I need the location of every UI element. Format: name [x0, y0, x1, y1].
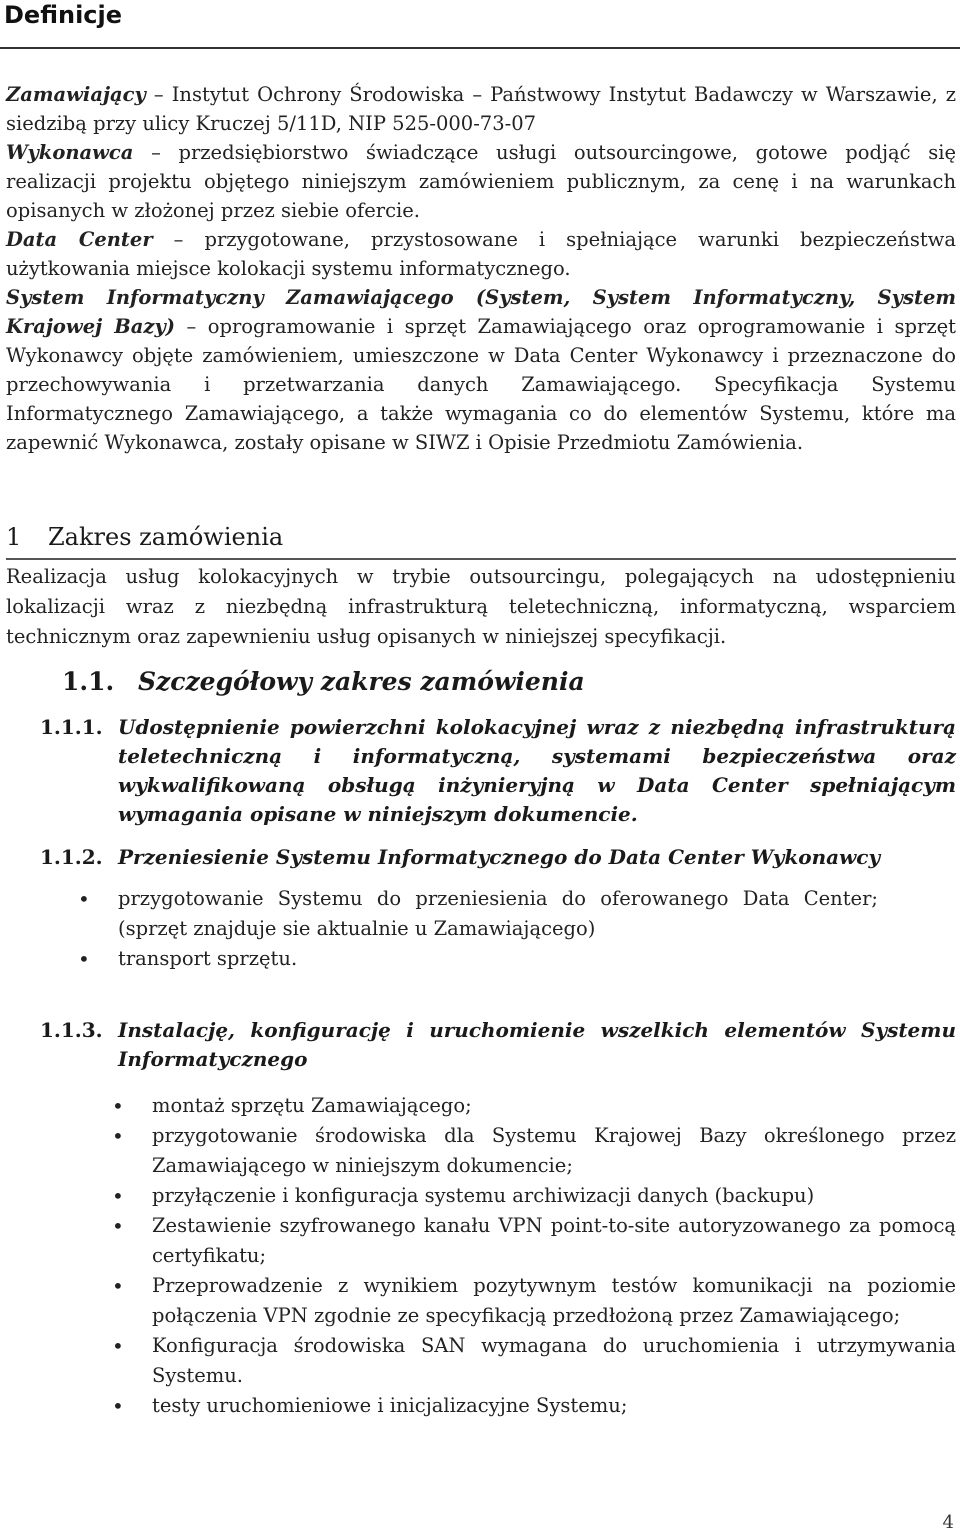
bullet-icon: •	[112, 1094, 124, 1118]
definition-item	[6, 138, 956, 225]
list-item-text: Zestawienie szyfrowanego kanału VPN point-to-site autoryzowanego za pomocą certyfikatu;	[152, 1214, 956, 1267]
list-item-text: transport sprzętu.	[118, 947, 298, 970]
bullet-icon: •	[112, 1214, 124, 1238]
list-item	[112, 1091, 956, 1121]
list-item-text: przygotowanie Systemu do przeniesienia do oferowanego Data Center; (sprzęt znajduje sie aktualnie u Zamawiającego)	[118, 887, 878, 940]
bullet-icon: •	[112, 1184, 124, 1208]
section-1-1-1-heading	[40, 713, 956, 829]
section-1-1-3-heading	[40, 1016, 956, 1074]
definition-text: – przygotowane, przystosowane i spełniające warunki bezpieczeństwa użytkowania miejsce kolokacji systemu informatycznego.	[6, 228, 956, 280]
heading-rule	[0, 47, 960, 49]
definition-text: – Instytut Ochrony Środowiska – Państwowy Instytut Badawczy w Warszawie, z siedzibą przy ulicy Kruczej 5/11D, NIP 525-000-73-07	[6, 83, 956, 135]
definition-term: System Informatyczny Zamawiającego (System, System Informatyczny, System Krajowej Bazy)	[6, 286, 956, 338]
list-item-text: testy uruchomieniowe i inicjalizacyjne Systemu;	[152, 1394, 628, 1417]
section-1-1-3-list	[112, 1091, 956, 1421]
list-item-text: przygotowanie środowiska dla Systemu Krajowej Bazy określonego przez Zamawiającego w niniejszym dokumencie;	[152, 1124, 956, 1177]
bullet-icon: •	[78, 947, 90, 971]
section-number: 1.1.2.	[40, 845, 103, 869]
section-title: Szczegółowy zakres zamówienia	[138, 667, 585, 696]
section-title: Przeniesienie Systemu Informatycznego do Data Center Wykonawcy	[118, 845, 881, 869]
section-1-1-heading	[62, 664, 585, 700]
section-1-heading	[6, 518, 956, 560]
list-item	[112, 1181, 956, 1211]
bullet-icon: •	[112, 1394, 124, 1418]
section-1-1-2-list	[78, 884, 878, 974]
section-number: 1	[6, 523, 22, 551]
section-1-1-2-heading	[40, 843, 956, 872]
list-item-text: Konfiguracja środowiska SAN wymagana do uruchomienia i utrzymywania Systemu.	[152, 1334, 956, 1387]
definition-item	[6, 80, 956, 138]
page-heading: Definicje	[4, 1, 123, 29]
definition-term: Zamawiający	[6, 83, 146, 106]
section-1-intro: Realizacja usług kolokacyjnych w trybie outsourcingu, polegających na udostępnieniu lokalizacji wraz z niezbędną infrastrukturą teletechniczną, informatyczną, wsparciem technicznym oraz zapewnieniu usług opisanych w niniejszej specyfikacji.	[6, 565, 956, 648]
definition-item	[6, 283, 956, 457]
definitions-block	[6, 80, 956, 457]
section-title: Zakres zamówienia	[48, 523, 284, 551]
list-item-text: przyłączenie i konfiguracja systemu archiwizacji danych (backupu)	[152, 1184, 815, 1207]
list-item	[112, 1331, 956, 1391]
section-title: Instalację, konfigurację i uruchomienie wszelkich elementów Systemu Informatycznego	[118, 1018, 956, 1071]
definition-text: – oprogramowanie i sprzęt Zamawiającego oraz oprogramowanie i sprzęt Wykonawcy objęte zamówieniem, umieszczone w Data Center Wykonawcy i przeznaczone do przechowywania i przetwarzania danych Zamawiającego. Specyfikacja Systemu Informatycznego Zamawiającego, a także wymagania co do elementów Systemu, które ma zapewnić Wykonawca, zostały opisane w SIWZ i Opisie Przedmiotu Zamówienia.	[6, 315, 957, 454]
section-number: 1.1.1.	[40, 715, 103, 739]
page-number: 4	[942, 1512, 954, 1533]
list-item	[78, 944, 878, 974]
list-item	[78, 884, 878, 944]
list-item-text: Przeprowadzenie z wynikiem pozytywnym testów komunikacji na poziomie połączenia VPN zgodnie ze specyfikacją przedłożoną przez Zamawiającego;	[152, 1274, 956, 1327]
section-number: 1.1.3.	[40, 1018, 103, 1042]
list-item	[112, 1391, 956, 1421]
definition-term: Data Center	[6, 228, 153, 251]
bullet-icon: •	[112, 1124, 124, 1148]
bullet-icon: •	[112, 1274, 124, 1298]
definition-term: Wykonawca	[6, 141, 134, 164]
section-title: Udostępnienie powierzchni kolokacyjnej wraz z niezbędną infrastrukturą teletechniczną i informatyczną, systemami bezpieczeństwa oraz wykwalifikowaną obsługą inżynieryjną w Data Center spełniającym wymagania opisane w niniejszym dokumencie.	[118, 715, 956, 826]
section-number: 1.1.	[62, 667, 115, 696]
list-item-text: montaż sprzętu Zamawiającego;	[152, 1094, 472, 1117]
bullet-icon: •	[112, 1334, 124, 1358]
definition-item	[6, 225, 956, 283]
list-item	[112, 1271, 956, 1331]
definition-text: – przedsiębiorstwo świadczące usługi outsourcingowe, gotowe podjąć się realizacji projektu objętego niniejszym zamówieniem publicznym, za cenę i na warunkach opisanych w złożonej przez siebie ofercie.	[6, 141, 956, 222]
list-item	[112, 1211, 956, 1271]
bullet-icon: •	[78, 887, 90, 911]
list-item	[112, 1121, 956, 1181]
